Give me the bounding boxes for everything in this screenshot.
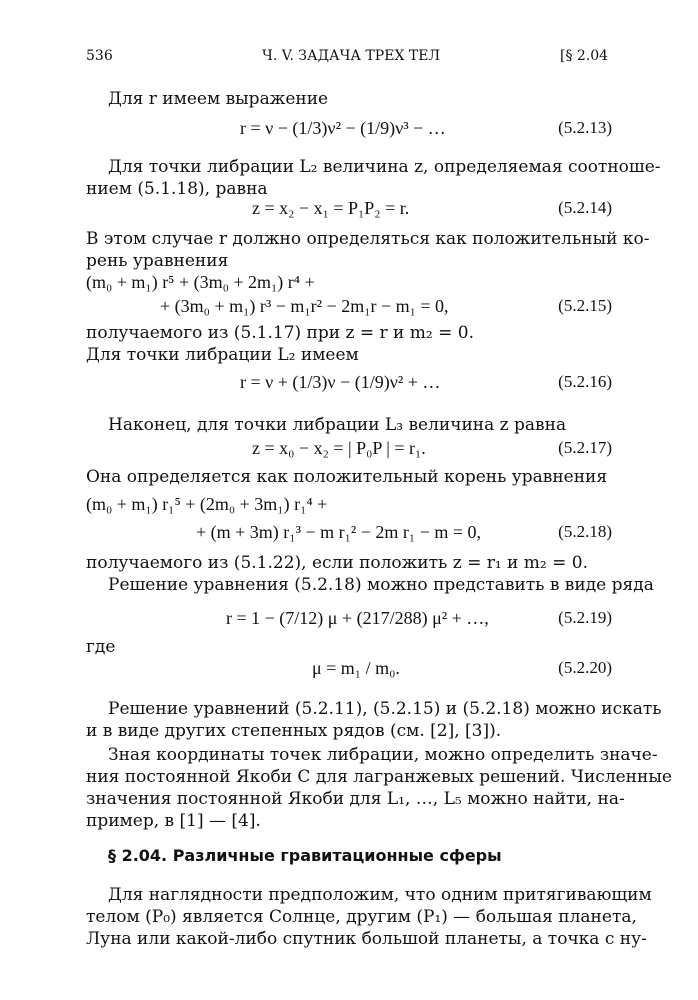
paragraph-line: ния постоянной Якоби C для лагранжевых решений. Численные xyxy=(86,767,672,787)
equation-5-2-16: r = ν + (1/3)ν − (1/9)ν² + … xyxy=(240,372,441,392)
paragraph-line: получаемого из (5.1.17) при z = r и m₂ = 0. xyxy=(86,323,474,343)
page-number: 536 xyxy=(86,48,113,64)
paragraph-line: получаемого из (5.1.22), если положить z = r₁ и m₂ = 0. xyxy=(86,553,588,573)
paragraph-line: значения постоянной Якоби для L₁, …, L₅ можно найти, на- xyxy=(86,789,625,809)
equation-5-2-13: r = ν − (1/3)ν² − (1/9)ν³ − … xyxy=(240,118,446,138)
paragraph-line: Наконец, для точки либрации L₃ величина z равна xyxy=(108,415,567,435)
equation-5-2-18-line1: (m₀ + m₁) r₁⁵ + (2m₀ + 3m₁) r₁⁴ + xyxy=(86,494,328,514)
paragraph-line: Для точки либрации L₂ имеем xyxy=(86,345,359,365)
paragraph-line: Решение уравнения (5.2.18) можно представить в виде ряда xyxy=(108,575,654,595)
equation-5-2-14: z = x₂ − x₁ = P₁P₂ = r. xyxy=(252,198,410,218)
section-reference: [§ 2.04 xyxy=(560,48,609,64)
equation-5-2-17: z = x₀ − x₂ = | P₀P | = r₁. xyxy=(252,438,426,458)
section-heading: § 2.04. Различные гравитационные сферы xyxy=(108,846,502,865)
paragraph-line: телом (P₀) является Солнце, другим (P₁) — большая планета, xyxy=(86,907,637,927)
equation-5-2-18-line2: + (m + 3m) r₁³ − m r₁² − 2m r₁ − m = 0, xyxy=(196,522,482,542)
equation-number: (5.2.15) xyxy=(558,296,612,315)
paragraph-line: рень уравнения xyxy=(86,251,229,271)
paragraph-line: Зная координаты точек либрации, можно определить значе- xyxy=(108,745,658,765)
equation-number: (5.2.19) xyxy=(558,608,612,627)
paragraph-line: Решение уравнений (5.2.11), (5.2.15) и (5.2.18) можно искать xyxy=(108,699,662,719)
equation-number: (5.2.16) xyxy=(558,372,612,391)
equation-number: (5.2.17) xyxy=(558,438,612,457)
paragraph-line: Луна или какой-либо спутник большой планеты, а точка с ну- xyxy=(86,929,647,949)
equation-number: (5.2.14) xyxy=(558,198,612,217)
running-title: Ч. V. ЗАДАЧА ТРЕХ ТЕЛ xyxy=(262,48,441,64)
paragraph-line: Для r имеем выражение xyxy=(108,89,329,109)
paragraph-line: Она определяется как положительный корень уравнения xyxy=(86,467,608,487)
equation-5-2-20: μ = m₁ / m₀. xyxy=(312,658,400,678)
paragraph-line: Для наглядности предположим, что одним притягивающим xyxy=(108,885,652,905)
paragraph-line: нием (5.1.18), равна xyxy=(86,179,268,199)
equation-5-2-19: r = 1 − (7/12) μ + (217/288) μ² + …, xyxy=(226,608,489,628)
equation-number: (5.2.18) xyxy=(558,522,612,541)
paragraph-line: и в виде других степенных рядов (см. [2], [3]). xyxy=(86,721,502,741)
equation-number: (5.2.13) xyxy=(558,118,612,137)
paragraph-line: Для точки либрации L₂ величина z, определяемая соотноше- xyxy=(108,157,661,177)
equation-number: (5.2.20) xyxy=(558,658,612,677)
paragraph-line: где xyxy=(86,637,116,657)
paragraph-line: В этом случае r должно определяться как положительный ко- xyxy=(86,229,650,249)
equation-5-2-15-line2: + (3m₀ + m₁) r³ − m₁r² − 2m₁r − m₁ = 0, xyxy=(160,296,449,316)
paragraph-line: пример, в [1] — [4]. xyxy=(86,811,261,831)
equation-5-2-15-line1: (m₀ + m₁) r⁵ + (3m₀ + 2m₁) r⁴ + xyxy=(86,272,315,292)
